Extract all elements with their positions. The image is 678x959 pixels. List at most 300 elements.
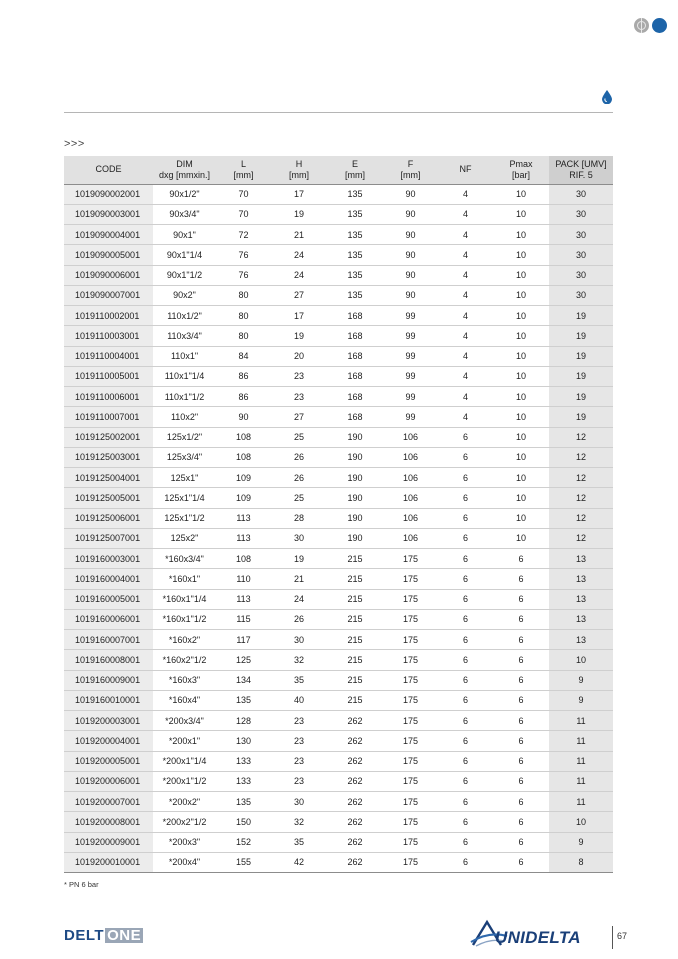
table-cell: 28 (271, 508, 327, 528)
table-cell: 1019200005001 (64, 751, 153, 771)
table-cell: 26 (271, 609, 327, 629)
table-row (64, 852, 613, 872)
table-cell: *200x1"1/4 (153, 751, 216, 771)
table-cell: 110x1" (153, 346, 216, 366)
table-cell: 32 (271, 812, 327, 832)
table-cell: 24 (271, 589, 327, 609)
blue-dot-icon[interactable] (652, 18, 667, 33)
table-cell: 6 (493, 832, 549, 852)
column-header (153, 156, 216, 184)
table-cell: *200x1"1/2 (153, 771, 216, 791)
table-cell: 175 (383, 670, 438, 690)
table-cell: 1019125002001 (64, 427, 153, 447)
column-header (271, 156, 327, 184)
table-cell: 40 (271, 690, 327, 710)
table-cell: 12 (549, 468, 613, 488)
table-cell: 90 (383, 225, 438, 245)
table-cell: *160x2"1/2 (153, 650, 216, 670)
column-header-unit: [mm] (233, 169, 254, 180)
table-cell: 1019110003001 (64, 326, 153, 346)
column-header-unit: RIF. 5 (569, 169, 593, 180)
table-cell: 30 (271, 792, 327, 812)
table-cell: 24 (271, 245, 327, 265)
table-cell: 4 (438, 265, 493, 285)
column-header-unit: [mm] (289, 169, 309, 180)
table-cell: 21 (271, 225, 327, 245)
table-cell: 10 (493, 407, 549, 427)
table-cell: 10 (493, 265, 549, 285)
table-header-row (64, 156, 613, 184)
table-cell: 175 (383, 812, 438, 832)
table-cell: 6 (438, 549, 493, 569)
table-cell: 10 (493, 387, 549, 407)
table-cell: 106 (383, 468, 438, 488)
page-number: 67 (617, 931, 628, 941)
table-cell: 6 (438, 690, 493, 710)
column-header-label: DIM (176, 158, 193, 169)
table-cell: 125x1"1/4 (153, 488, 216, 508)
table-row (64, 306, 613, 326)
table-cell: 6 (493, 609, 549, 629)
table-row (64, 650, 613, 670)
table-cell: 110x2" (153, 407, 216, 427)
table-cell: 10 (493, 285, 549, 305)
column-header (327, 156, 383, 184)
column-header-label: PACK [UMV] (555, 158, 607, 169)
table-row (64, 366, 613, 386)
table-cell: 1019200008001 (64, 812, 153, 832)
table-cell: 99 (383, 326, 438, 346)
table-cell: 1019160003001 (64, 549, 153, 569)
table-cell: 13 (549, 609, 613, 629)
table-cell: 175 (383, 751, 438, 771)
table-cell: 90x1"1/4 (153, 245, 216, 265)
table-cell: 6 (438, 771, 493, 791)
table-cell: 6 (438, 609, 493, 629)
table-cell: 99 (383, 306, 438, 326)
table-cell: 86 (216, 366, 271, 386)
table-cell: 135 (327, 184, 383, 204)
table-row (64, 488, 613, 508)
table-cell: 6 (438, 751, 493, 771)
table-cell: 10 (493, 508, 549, 528)
column-header-unit: [mm] (345, 169, 365, 180)
table-cell: 6 (493, 812, 549, 832)
table-cell: 6 (493, 690, 549, 710)
table-cell: *200x1" (153, 731, 216, 751)
table-cell: 1019200006001 (64, 771, 153, 791)
table-cell: 1019160009001 (64, 670, 153, 690)
unidelta-wordmark: UNIDELTA (495, 928, 581, 947)
table-cell: 4 (438, 225, 493, 245)
table-cell: 84 (216, 346, 271, 366)
table-row (64, 609, 613, 629)
column-header-unit: [mm] (400, 169, 421, 180)
table-cell: 6 (438, 832, 493, 852)
table-cell: 1019160010001 (64, 690, 153, 710)
header-divider (64, 112, 613, 113)
table-cell: 12 (549, 447, 613, 467)
table-row (64, 508, 613, 528)
table-cell: 215 (327, 630, 383, 650)
table-cell: 30 (549, 184, 613, 204)
table-row (64, 528, 613, 548)
table-cell: 30 (271, 528, 327, 548)
table-cell: 12 (549, 508, 613, 528)
table-cell: 135 (327, 285, 383, 305)
table-cell: 175 (383, 589, 438, 609)
table-cell: 150 (216, 812, 271, 832)
table-cell: 175 (383, 852, 438, 872)
column-header (383, 156, 438, 184)
table-cell: 10 (493, 528, 549, 548)
table-cell: 175 (383, 650, 438, 670)
table-row (64, 569, 613, 589)
table-cell: 90x1"1/2 (153, 265, 216, 285)
table-cell: 80 (216, 326, 271, 346)
table-cell: 6 (438, 650, 493, 670)
table-cell: 19 (549, 326, 613, 346)
table-cell: 23 (271, 751, 327, 771)
table-cell: 19 (549, 366, 613, 386)
table-cell: 175 (383, 792, 438, 812)
table-cell: 135 (216, 792, 271, 812)
table-cell: 17 (271, 184, 327, 204)
table-cell: 108 (216, 427, 271, 447)
table-cell: 6 (493, 549, 549, 569)
table-cell: 99 (383, 407, 438, 427)
table-cell: 90 (216, 407, 271, 427)
table-cell: 13 (549, 589, 613, 609)
table-cell: 6 (493, 731, 549, 751)
table-cell: 135 (327, 245, 383, 265)
column-header-unit: [bar] (511, 169, 530, 180)
table-cell: 9 (549, 832, 613, 852)
table-cell: 10 (493, 468, 549, 488)
table-cell: 6 (438, 852, 493, 872)
table-cell: 13 (549, 549, 613, 569)
table-cell: 10 (493, 366, 549, 386)
table-cell: 1019110005001 (64, 366, 153, 386)
table-cell: 4 (438, 346, 493, 366)
table-cell: 215 (327, 690, 383, 710)
table-row (64, 265, 613, 285)
table-cell: *200x2"1/2 (153, 812, 216, 832)
page-number-divider (612, 926, 613, 949)
table-row (64, 549, 613, 569)
table-cell: 10 (549, 650, 613, 670)
table-cell: 90 (383, 285, 438, 305)
table-cell: 6 (438, 812, 493, 832)
table-cell: 19 (271, 549, 327, 569)
table-cell: 90 (383, 204, 438, 224)
table-cell: 215 (327, 670, 383, 690)
table-cell: 4 (438, 285, 493, 305)
table-cell: 10 (493, 306, 549, 326)
table-cell: 10 (493, 204, 549, 224)
table-cell: 168 (327, 407, 383, 427)
table-cell: 30 (549, 204, 613, 224)
table-cell: 125 (216, 650, 271, 670)
table-cell: 12 (549, 528, 613, 548)
column-header (493, 156, 549, 184)
table-cell: 1019110007001 (64, 407, 153, 427)
table-cell: 1019125003001 (64, 447, 153, 467)
table-cell: 19 (549, 407, 613, 427)
table-cell: 1019160004001 (64, 569, 153, 589)
table-cell: 262 (327, 792, 383, 812)
table-cell: *160x1"1/2 (153, 609, 216, 629)
table-cell: 86 (216, 387, 271, 407)
table-cell: 23 (271, 366, 327, 386)
table-cell: 6 (493, 852, 549, 872)
table-cell: 10 (493, 447, 549, 467)
table-cell: 17 (271, 306, 327, 326)
table-cell: 6 (438, 447, 493, 467)
table-cell: *160x3/4" (153, 549, 216, 569)
table-cell: 117 (216, 630, 271, 650)
table-cell: 6 (493, 650, 549, 670)
table-cell: 262 (327, 771, 383, 791)
table-cell: 190 (327, 427, 383, 447)
table-row (64, 447, 613, 467)
column-header-label: H (295, 158, 303, 169)
table-cell: 19 (271, 326, 327, 346)
table-cell: 110 (216, 569, 271, 589)
table-cell: 110x1/2" (153, 306, 216, 326)
table-cell: 135 (216, 690, 271, 710)
table-cell: 10 (493, 184, 549, 204)
table-cell: 99 (383, 346, 438, 366)
table-cell: 1019160005001 (64, 589, 153, 609)
table-cell: 1019110004001 (64, 346, 153, 366)
table-cell: 190 (327, 447, 383, 467)
table-cell: 190 (327, 508, 383, 528)
table-cell: 13 (549, 630, 613, 650)
table-row (64, 731, 613, 751)
table-cell: 1019200004001 (64, 731, 153, 751)
column-header-label: CODE (95, 164, 122, 175)
table-cell: 26 (271, 447, 327, 467)
table-row (64, 427, 613, 447)
table-cell: 175 (383, 609, 438, 629)
table-cell: 1019090005001 (64, 245, 153, 265)
table-cell: 262 (327, 852, 383, 872)
table-cell: 175 (383, 630, 438, 650)
table-cell: 168 (327, 306, 383, 326)
table-cell: 113 (216, 589, 271, 609)
table-cell: 1019200007001 (64, 792, 153, 812)
table-cell: *160x1"1/4 (153, 589, 216, 609)
table-cell: 1019160007001 (64, 630, 153, 650)
table-cell: 1019200009001 (64, 832, 153, 852)
table-cell: 6 (438, 670, 493, 690)
table-cell: 125x1" (153, 468, 216, 488)
table-cell: 70 (216, 184, 271, 204)
column-header-label: L (240, 158, 246, 169)
table-cell: 110x3/4" (153, 326, 216, 346)
table-row (64, 832, 613, 852)
footnote: * PN 6 bar (64, 880, 99, 889)
table-cell: 35 (271, 832, 327, 852)
table-row (64, 346, 613, 366)
column-header-label: F (407, 158, 414, 169)
table-cell: 168 (327, 387, 383, 407)
table-row (64, 387, 613, 407)
table-cell: 30 (271, 630, 327, 650)
table-cell: *160x1" (153, 569, 216, 589)
table-cell: 113 (216, 528, 271, 548)
table-cell: 262 (327, 711, 383, 731)
table-row (64, 468, 613, 488)
table-cell: 1019090007001 (64, 285, 153, 305)
table-cell: 155 (216, 852, 271, 872)
table-cell: 30 (549, 225, 613, 245)
table-cell: 6 (493, 630, 549, 650)
table-cell: 10 (493, 245, 549, 265)
table-cell: 190 (327, 488, 383, 508)
table-row (64, 711, 613, 731)
column-header (549, 156, 613, 184)
table-cell: 6 (438, 731, 493, 751)
table-row (64, 751, 613, 771)
table-row (64, 690, 613, 710)
table-cell: 130 (216, 731, 271, 751)
table-cell: 10 (493, 225, 549, 245)
table-cell: 110x1"1/4 (153, 366, 216, 386)
table-cell: 106 (383, 427, 438, 447)
table-cell: 262 (327, 832, 383, 852)
table-cell: 175 (383, 832, 438, 852)
table-cell: *160x3" (153, 670, 216, 690)
table-cell: 10 (493, 427, 549, 447)
table-cell: 6 (438, 569, 493, 589)
table-cell: 108 (216, 447, 271, 467)
table-cell: 76 (216, 265, 271, 285)
table-cell: 1019160008001 (64, 650, 153, 670)
table-cell: 175 (383, 771, 438, 791)
globe-icon[interactable] (634, 18, 649, 33)
table-cell: 175 (383, 549, 438, 569)
table-cell: 6 (438, 792, 493, 812)
table-cell: 262 (327, 812, 383, 832)
table-cell: 1019125006001 (64, 508, 153, 528)
table-cell: 215 (327, 650, 383, 670)
table-cell: 6 (493, 711, 549, 731)
table-cell: 1019110002001 (64, 306, 153, 326)
column-header (438, 156, 493, 184)
table-row (64, 326, 613, 346)
table-cell: 125x2" (153, 528, 216, 548)
table-cell: 6 (493, 589, 549, 609)
table-cell: 21 (271, 569, 327, 589)
table-cell: 90 (383, 265, 438, 285)
table-cell: 90x1/2" (153, 184, 216, 204)
table-cell: 19 (549, 387, 613, 407)
table-cell: 4 (438, 387, 493, 407)
table-cell: 1019090004001 (64, 225, 153, 245)
table-cell: 135 (327, 204, 383, 224)
table-row (64, 225, 613, 245)
table-cell: 70 (216, 204, 271, 224)
table-cell: 168 (327, 326, 383, 346)
table-cell: 190 (327, 528, 383, 548)
table-cell: 19 (549, 346, 613, 366)
table-cell: 133 (216, 771, 271, 791)
table-cell: 9 (549, 670, 613, 690)
table-cell: 30 (549, 265, 613, 285)
table-cell: *200x2" (153, 792, 216, 812)
table-cell: 4 (438, 306, 493, 326)
table-row (64, 285, 613, 305)
table-cell: 1019200010001 (64, 852, 153, 872)
column-header (216, 156, 271, 184)
table-cell: 4 (438, 326, 493, 346)
table-row (64, 630, 613, 650)
table-cell: 134 (216, 670, 271, 690)
table-cell: 133 (216, 751, 271, 771)
table-cell: 9 (549, 690, 613, 710)
table-cell: 1019090002001 (64, 184, 153, 204)
table-cell: 1019125005001 (64, 488, 153, 508)
table-cell: 90x2" (153, 285, 216, 305)
table-cell: 19 (271, 204, 327, 224)
table-row (64, 792, 613, 812)
table-cell: 26 (271, 468, 327, 488)
table-cell: 1019125004001 (64, 468, 153, 488)
table-cell: *200x4" (153, 852, 216, 872)
table-cell: 1019125007001 (64, 528, 153, 548)
section-marker: >>> (64, 138, 85, 150)
table-row (64, 670, 613, 690)
table-cell: 90x1" (153, 225, 216, 245)
table-cell: 6 (438, 427, 493, 447)
table-cell: 106 (383, 488, 438, 508)
table-cell: 168 (327, 366, 383, 386)
table-cell: 6 (438, 589, 493, 609)
unidelta-logo (469, 918, 605, 948)
table-cell: 23 (271, 711, 327, 731)
table-cell: 35 (271, 670, 327, 690)
table-cell: 90 (383, 184, 438, 204)
table-cell: 175 (383, 711, 438, 731)
table-cell: 125x1"1/2 (153, 508, 216, 528)
column-header-unit: dxg [mmxin.] (158, 169, 210, 180)
table-row (64, 245, 613, 265)
table-cell: 90x3/4" (153, 204, 216, 224)
table-cell: 4 (438, 184, 493, 204)
table-cell: 106 (383, 447, 438, 467)
table-cell: 12 (549, 427, 613, 447)
table-cell: 215 (327, 609, 383, 629)
table-cell: 125x1/2" (153, 427, 216, 447)
table-cell: 4 (438, 204, 493, 224)
table-cell: 80 (216, 306, 271, 326)
table-cell: 23 (271, 387, 327, 407)
table-cell: 23 (271, 731, 327, 751)
table-cell: 42 (271, 852, 327, 872)
table-row (64, 812, 613, 832)
table-cell: 215 (327, 569, 383, 589)
table-cell: 11 (549, 731, 613, 751)
water-drop-icon (602, 90, 612, 104)
table-cell: 6 (493, 771, 549, 791)
column-header-label: NF (459, 164, 472, 175)
table-cell: 10 (493, 346, 549, 366)
table-cell: 175 (383, 569, 438, 589)
table-cell: 99 (383, 366, 438, 386)
table-cell: 30 (549, 245, 613, 265)
